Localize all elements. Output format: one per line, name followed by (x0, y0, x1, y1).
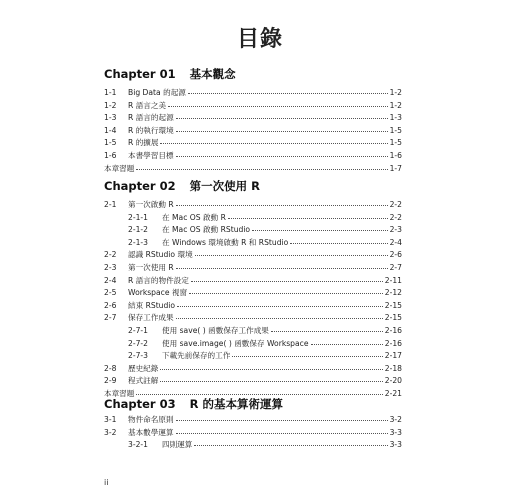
dot-leader (136, 161, 387, 170)
toc-entry-title: 第一次啟動 R (128, 200, 174, 209)
dot-leader (160, 135, 387, 144)
toc-entry (104, 438, 402, 451)
chapter-number: Chapter 03 (104, 397, 176, 411)
toc-entry-page: 1-3 (389, 113, 402, 123)
toc-entry-number: 2-1-1 (128, 212, 148, 222)
chapter-number: Chapter 01 (104, 67, 176, 81)
toc-entry-number: 3-1 (104, 415, 117, 424)
toc-entry-page: 1-6 (389, 151, 402, 160)
dot-leader (290, 235, 387, 244)
dot-leader (176, 110, 388, 119)
toc-entry-title: R 語言的起源 (128, 113, 174, 123)
toc-entry-title: Big Data 的起源 (128, 88, 186, 97)
toc-entry-title: 四則運算 (162, 440, 193, 450)
toc-entry-number: 1-4 (104, 125, 117, 135)
toc-entry-page: 1-2 (389, 88, 402, 97)
toc-entry-page: 2-21 (384, 389, 402, 398)
chapter-name: 第一次使用 R (189, 179, 260, 193)
toc-entry-number: 2-7 (104, 313, 117, 323)
dot-leader (168, 98, 388, 107)
toc-entry-page: 1-2 (389, 100, 402, 110)
toc-entry-title: 第一次使用 R (128, 263, 174, 272)
toc-entry-number: 2-7-3 (128, 351, 148, 361)
dot-leader (188, 85, 388, 94)
toc-entry-number: 2-1 (104, 200, 117, 209)
chapter-name: R 的基本算術運算 (189, 397, 283, 411)
dot-leader (228, 210, 388, 219)
toc-entry-page: 3-3 (389, 440, 402, 450)
dot-leader (195, 247, 388, 256)
toc-entry-page: 2-7 (389, 263, 402, 272)
toc-entry-title: 在 Windows 環境啟動 R 和 RStudio (162, 237, 289, 247)
toc-entry (104, 162, 402, 175)
dot-leader (176, 425, 388, 434)
toc-entry-number: 1-3 (104, 113, 117, 123)
toc-entry-title: R 語言之美 (128, 100, 167, 110)
toc-entry-title: 本章習題 (104, 163, 135, 173)
toc-entry-title: 物件命名原則 (128, 415, 174, 424)
toc-entry-number: 2-7-1 (128, 326, 148, 335)
dot-leader (271, 323, 383, 332)
toc-entry-title: 結束 RStudio (128, 300, 176, 310)
dot-leader (176, 197, 388, 206)
toc-entry-number: 2-1-2 (128, 225, 148, 235)
dot-leader (176, 123, 388, 132)
dot-leader (176, 412, 388, 421)
toc-entry-number: 1-5 (104, 138, 117, 148)
toc-entry-number: 2-2 (104, 250, 117, 260)
dot-leader (189, 285, 383, 294)
toc-entry-title: 使用 save( ) 函數保存工作成果 (162, 326, 269, 335)
toc-entry-page: 2-18 (384, 363, 402, 373)
page-number: ii (104, 478, 109, 487)
dot-leader (177, 298, 383, 307)
chapter-number: Chapter 02 (104, 179, 176, 193)
toc-entry-title: 在 Mac OS 啟動 R (162, 212, 226, 222)
dot-leader (194, 437, 387, 446)
toc-entry-page: 2-3 (389, 225, 402, 235)
toc-entry-page: 2-15 (384, 313, 402, 323)
toc-entry-page: 2-15 (384, 300, 402, 310)
toc-entry-page: 3-3 (389, 427, 402, 437)
dot-leader (311, 336, 383, 345)
toc-entry-number: 1-2 (104, 100, 117, 110)
toc-entry-page: 2-12 (384, 288, 402, 298)
toc-entry-page: 1-5 (389, 138, 402, 148)
dot-leader (160, 361, 382, 370)
toc-entry-number: 2-3 (104, 263, 117, 272)
chapter-heading (104, 178, 260, 194)
toc-entry-title: 使用 save.image( ) 函數保存 Workspace (162, 338, 309, 348)
dot-leader (160, 373, 382, 382)
chapter-name: 基本觀念 (189, 67, 236, 81)
toc-entry-page: 2-17 (384, 351, 402, 361)
toc-entry-page: 2-4 (389, 237, 402, 247)
dot-leader (191, 273, 383, 282)
toc-entry-page: 1-5 (389, 125, 402, 135)
toc-entry-number: 1-1 (104, 88, 117, 97)
toc-entry-title: Workspace 視窗 (128, 288, 188, 298)
toc-entry-title: R 的擴展 (128, 138, 159, 148)
dot-leader (232, 348, 382, 357)
toc-entry-page: 2-20 (384, 376, 402, 386)
toc-entry-page: 2-2 (389, 212, 402, 222)
toc-entry-number: 3-2 (104, 427, 117, 437)
toc-entry-number: 2-6 (104, 300, 117, 310)
toc-entry-number: 2-8 (104, 363, 117, 373)
dot-leader (176, 260, 388, 269)
toc-entry-title: 程式註解 (128, 376, 159, 386)
toc-entry-title: 基本數學運算 (128, 427, 174, 437)
toc-entry-title: 本書學習目標 (128, 151, 174, 160)
toc-entry-number: 2-5 (104, 288, 117, 298)
page-title: 目錄 (236, 27, 283, 52)
toc-entry-page: 3-2 (389, 415, 402, 424)
dot-leader (136, 386, 382, 395)
toc-entry-title: 在 Mac OS 啟動 RStudio (162, 225, 251, 235)
toc-entry-page: 1-7 (389, 163, 402, 173)
toc-entry-page: 2-16 (384, 338, 402, 348)
toc-entry-number: 2-7-2 (128, 338, 148, 348)
toc-entry-title: 本章習題 (104, 389, 135, 398)
dot-leader (176, 148, 388, 157)
toc-entry-title: 認識 RStudio 環境 (128, 250, 193, 260)
toc-entry-title: R 的執行環境 (128, 125, 174, 135)
toc-entry-title: 保存工作成果 (128, 313, 174, 323)
chapter-heading (104, 396, 283, 412)
toc-entry-page: 2-16 (384, 326, 402, 335)
toc-entry-number: 2-1-3 (128, 237, 148, 247)
toc-entry-number: 1-6 (104, 151, 117, 160)
toc-entry-title: R 語言的物件設定 (128, 275, 189, 285)
toc-entry-title: 下載先前保存的工作 (162, 351, 231, 361)
toc-entry-number: 3-2-1 (128, 440, 148, 450)
dot-leader (176, 310, 383, 319)
toc-entry-number: 2-9 (104, 376, 117, 386)
toc-entry-page: 2-11 (384, 275, 402, 285)
toc-entry-page: 2-2 (389, 200, 402, 209)
toc-entry-title: 歷史紀錄 (128, 363, 159, 373)
chapter-heading (104, 66, 236, 82)
toc-entry-page: 2-6 (389, 250, 402, 260)
dot-leader (252, 222, 388, 231)
toc-entry-number: 2-4 (104, 275, 117, 285)
